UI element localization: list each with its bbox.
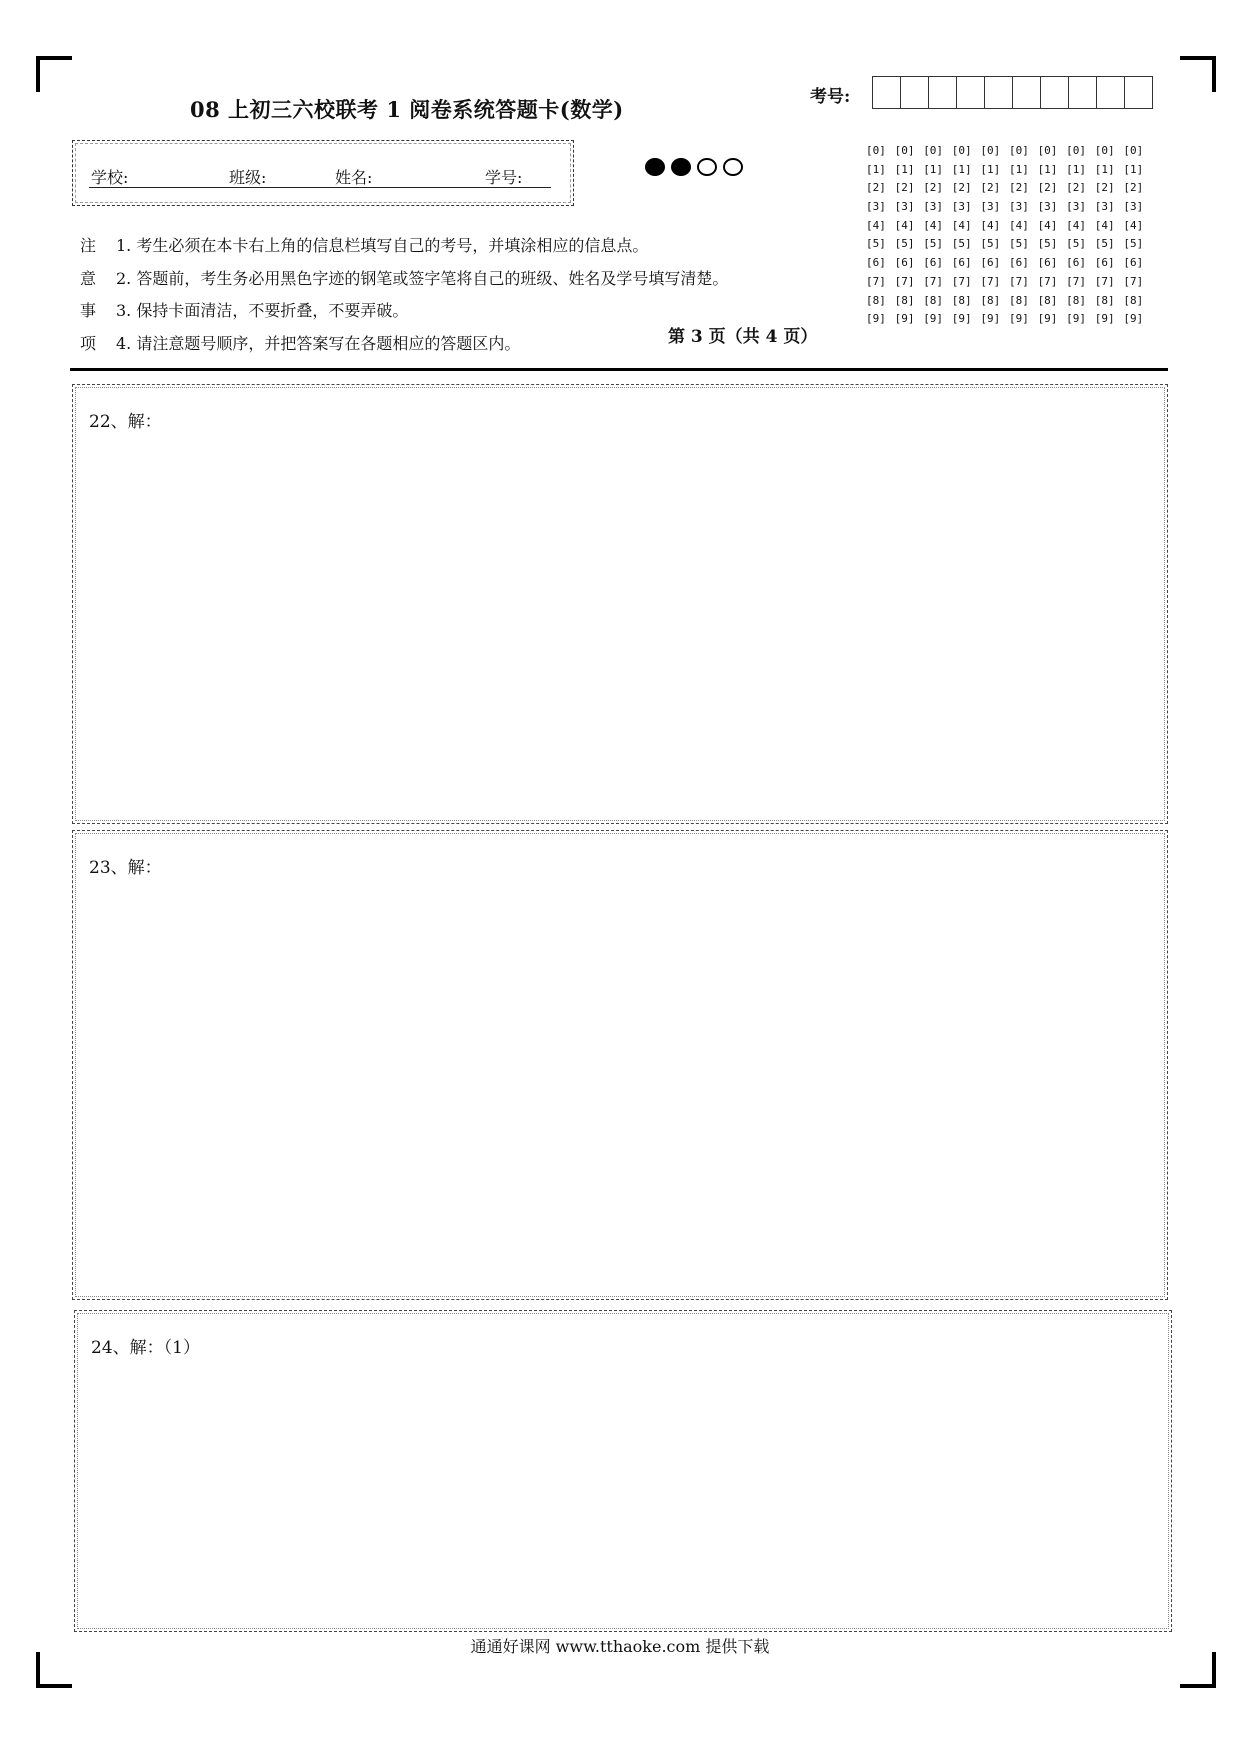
digit-bubble[interactable]: [3] [1008,200,1029,214]
page-indicator-dots [645,158,743,176]
registration-mark-top-left [36,56,72,92]
digit-bubble[interactable]: [2] [980,181,1001,195]
digit-bubble[interactable]: [4] [980,218,1001,232]
digit-bubble[interactable]: [7] [951,274,972,288]
page-number: 第 3 页（共 4 页） [668,327,818,347]
digit-bubble[interactable]: [4] [923,218,944,232]
digit-bubble[interactable]: [3] [866,200,886,214]
exam-number-cell[interactable] [985,77,1013,108]
digit-bubble[interactable]: [4] [1066,218,1087,232]
student-info-box [72,140,574,206]
bubble-row [866,256,1152,275]
bubble-row [866,312,1152,331]
digit-bubble[interactable]: [3] [894,200,915,214]
bubble-row [866,237,1152,256]
digit-bubble[interactable]: [1] [1094,162,1115,176]
bubble-row [866,144,1152,163]
registration-mark-bottom-left [36,1652,72,1688]
digit-bubble[interactable]: [6] [1037,256,1058,270]
digit-bubble[interactable]: [0] [1037,144,1058,157]
digit-bubble[interactable]: [0] [923,144,944,157]
digit-bubble[interactable]: [1] [1066,162,1087,176]
class-label: 班级: [229,168,267,187]
digit-bubble[interactable]: [3] [1037,200,1058,214]
digit-bubble[interactable]: [2] [1123,181,1144,195]
bubble-row [866,275,1152,294]
digit-bubble[interactable]: [7] [1094,274,1115,288]
digit-bubble[interactable]: [9] [1066,312,1087,326]
digit-bubble[interactable]: [5] [1066,237,1087,251]
digit-bubble[interactable]: [2] [951,181,972,195]
digit-bubble[interactable]: [9] [894,312,915,326]
digit-bubble[interactable]: [9] [1094,312,1115,326]
student-number-label: 学号: [485,168,523,187]
registration-mark-bottom-right [1180,1652,1216,1688]
digit-bubble[interactable]: [5] [980,237,1001,251]
digit-bubble[interactable]: [9] [866,312,886,326]
digit-bubble[interactable]: [2] [1094,181,1115,195]
digit-bubble[interactable]: [0] [866,144,886,157]
digit-bubble[interactable]: [0] [894,144,915,157]
empty-dot-icon [723,158,743,176]
digit-bubble[interactable]: [2] [923,181,944,195]
digit-bubble[interactable]: [9] [1123,312,1144,326]
digit-bubble[interactable]: [6] [866,256,886,270]
digit-bubble[interactable]: [7] [1066,274,1087,288]
digit-bubble[interactable]: [1] [1037,162,1058,176]
footer-credit: 通通好课网 www.tthaoke.com 提供下载 [470,1637,770,1656]
bubble-row [866,294,1152,313]
exam-number-cell[interactable] [1069,77,1097,108]
exam-number-cell[interactable] [901,77,929,108]
digit-bubble[interactable]: [5] [1123,237,1144,251]
digit-bubble[interactable]: [0] [980,144,1001,157]
digit-bubble[interactable]: [8] [951,293,972,307]
exam-number-cell[interactable] [957,77,985,108]
digit-bubble[interactable]: [7] [866,274,886,288]
digit-bubble[interactable]: [4] [1008,218,1029,232]
digit-bubble[interactable]: [7] [1037,274,1058,288]
exam-number-cell[interactable] [1013,77,1041,108]
filled-dot-icon [645,158,665,176]
digit-bubble[interactable]: [4] [866,218,886,232]
digit-bubble[interactable]: [5] [1094,237,1115,251]
digit-bubble[interactable]: [8] [980,293,1001,307]
digit-bubble[interactable]: [3] [980,200,1001,214]
exam-number-cell[interactable] [1097,77,1125,108]
header-divider [70,368,1168,371]
school-label: 学校: [91,168,129,187]
exam-number-cell[interactable] [1125,77,1152,108]
digit-bubble[interactable]: [0] [1066,144,1087,157]
digit-bubble[interactable]: [6] [951,256,972,270]
empty-dot-icon [697,158,717,176]
digit-bubble[interactable]: [8] [1066,293,1087,307]
digit-bubble[interactable]: [1] [894,162,915,176]
digit-bubble[interactable]: [1] [923,162,944,176]
instructions [80,230,728,360]
digit-bubble[interactable]: [3] [1066,200,1087,214]
digit-bubble[interactable]: [8] [1094,293,1115,307]
instruction-item: 注 1. 考生必须在本卡右上角的信息栏填写自己的考号，并填涂相应的信息点。 [80,236,649,255]
digit-bubble[interactable]: [8] [1008,293,1029,307]
digit-bubble[interactable]: [9] [951,312,972,326]
student-info-row[interactable] [89,163,559,189]
digit-bubble[interactable]: [3] [951,200,972,214]
name-label: 姓名: [335,168,373,187]
digit-bubble[interactable]: [9] [980,312,1001,326]
page-title: 08 上初三六校联考 1 阅卷系统答题卡(数学) [190,97,624,122]
registration-mark-top-right [1180,56,1216,92]
digit-bubble[interactable]: [8] [1037,293,1058,307]
digit-bubble[interactable]: [4] [951,218,972,232]
answer-area-23[interactable] [72,830,1168,1300]
digit-bubble[interactable]: [7] [980,274,1001,288]
digit-bubble[interactable]: [9] [1037,312,1058,326]
digit-bubble[interactable]: [5] [951,237,972,251]
instruction-item: 意 2. 答题前，考生务必用黑色字迹的钢笔或签字笔将自己的班级、姓名及学号填写清楚。 [80,268,729,288]
digit-bubble[interactable]: [0] [1123,144,1144,157]
digit-bubble[interactable]: [7] [1008,274,1029,288]
question-label-23: 23、解： [89,858,162,878]
digit-bubble[interactable]: [5] [866,237,886,251]
digit-bubble[interactable]: [2] [1066,181,1087,195]
digit-bubble[interactable]: [0] [951,144,972,157]
digit-bubble[interactable]: [9] [1008,312,1029,326]
digit-bubble[interactable]: [1] [980,162,1001,176]
digit-bubble[interactable]: [7] [894,274,915,288]
digit-bubble[interactable]: [6] [1008,256,1029,270]
digit-bubble[interactable]: [3] [923,200,944,214]
bubble-row [866,219,1152,238]
answer-area-22[interactable] [72,384,1168,824]
exam-number-bubble-grid [866,144,1152,331]
digit-bubble[interactable]: [3] [1094,200,1115,214]
filled-dot-icon [671,158,691,176]
instruction-item: 项 4. 请注意题号顺序，并把答案写在各题相应的答题区内。 [80,333,521,353]
digit-bubble[interactable]: [6] [1123,256,1144,270]
digit-bubble[interactable]: [7] [1123,274,1144,288]
bubble-row [866,181,1152,200]
digit-bubble[interactable]: [8] [1123,293,1144,307]
digit-bubble[interactable]: [3] [1123,200,1144,214]
digit-bubble[interactable]: [0] [1094,144,1115,157]
exam-number-boxes[interactable] [872,76,1153,109]
digit-bubble[interactable]: [8] [923,293,944,307]
digit-bubble[interactable]: [4] [1037,218,1058,232]
digit-bubble[interactable]: [4] [1123,218,1144,232]
answer-area-24[interactable] [74,1310,1172,1632]
digit-bubble[interactable]: [9] [923,312,944,326]
digit-bubble[interactable]: [1] [1008,162,1029,176]
digit-bubble[interactable]: [4] [1094,218,1115,232]
info-underline [89,187,551,188]
instruction-item: 事 3. 保持卡面清洁，不要折叠，不要弄破。 [80,301,409,320]
digit-bubble[interactable]: [2] [866,181,886,195]
digit-bubble[interactable]: [5] [1008,237,1029,251]
digit-bubble[interactable]: [5] [894,237,915,251]
exam-number-cell[interactable] [1041,77,1069,108]
digit-bubble[interactable]: [6] [894,256,915,270]
exam-number-cell[interactable] [873,77,901,108]
digit-bubble[interactable]: [6] [923,256,944,270]
digit-bubble[interactable]: [6] [1094,256,1115,270]
digit-bubble[interactable]: [5] [923,237,944,251]
digit-bubble[interactable]: [1] [1123,162,1144,176]
digit-bubble[interactable]: [8] [894,293,915,307]
digit-bubble[interactable]: [6] [980,256,1001,270]
digit-bubble[interactable]: [2] [894,181,915,195]
digit-bubble[interactable]: [1] [866,162,886,176]
digit-bubble[interactable]: [6] [1066,256,1087,270]
bubble-row [866,200,1152,219]
digit-bubble[interactable]: [2] [1037,181,1058,195]
question-label-22: 22、解： [89,412,162,432]
bubble-row [866,163,1152,182]
exam-number-cell[interactable] [929,77,957,108]
digit-bubble[interactable]: [1] [951,162,972,176]
digit-bubble[interactable]: [4] [894,218,915,232]
question-label-24: 24、解：（1） [91,1338,200,1358]
digit-bubble[interactable]: [5] [1037,237,1058,251]
digit-bubble[interactable]: [8] [866,293,886,307]
digit-bubble[interactable]: [7] [923,274,944,288]
digit-bubble[interactable]: [2] [1008,181,1029,195]
digit-bubble[interactable]: [0] [1008,144,1029,157]
exam-number-label: 考号: [810,87,851,107]
